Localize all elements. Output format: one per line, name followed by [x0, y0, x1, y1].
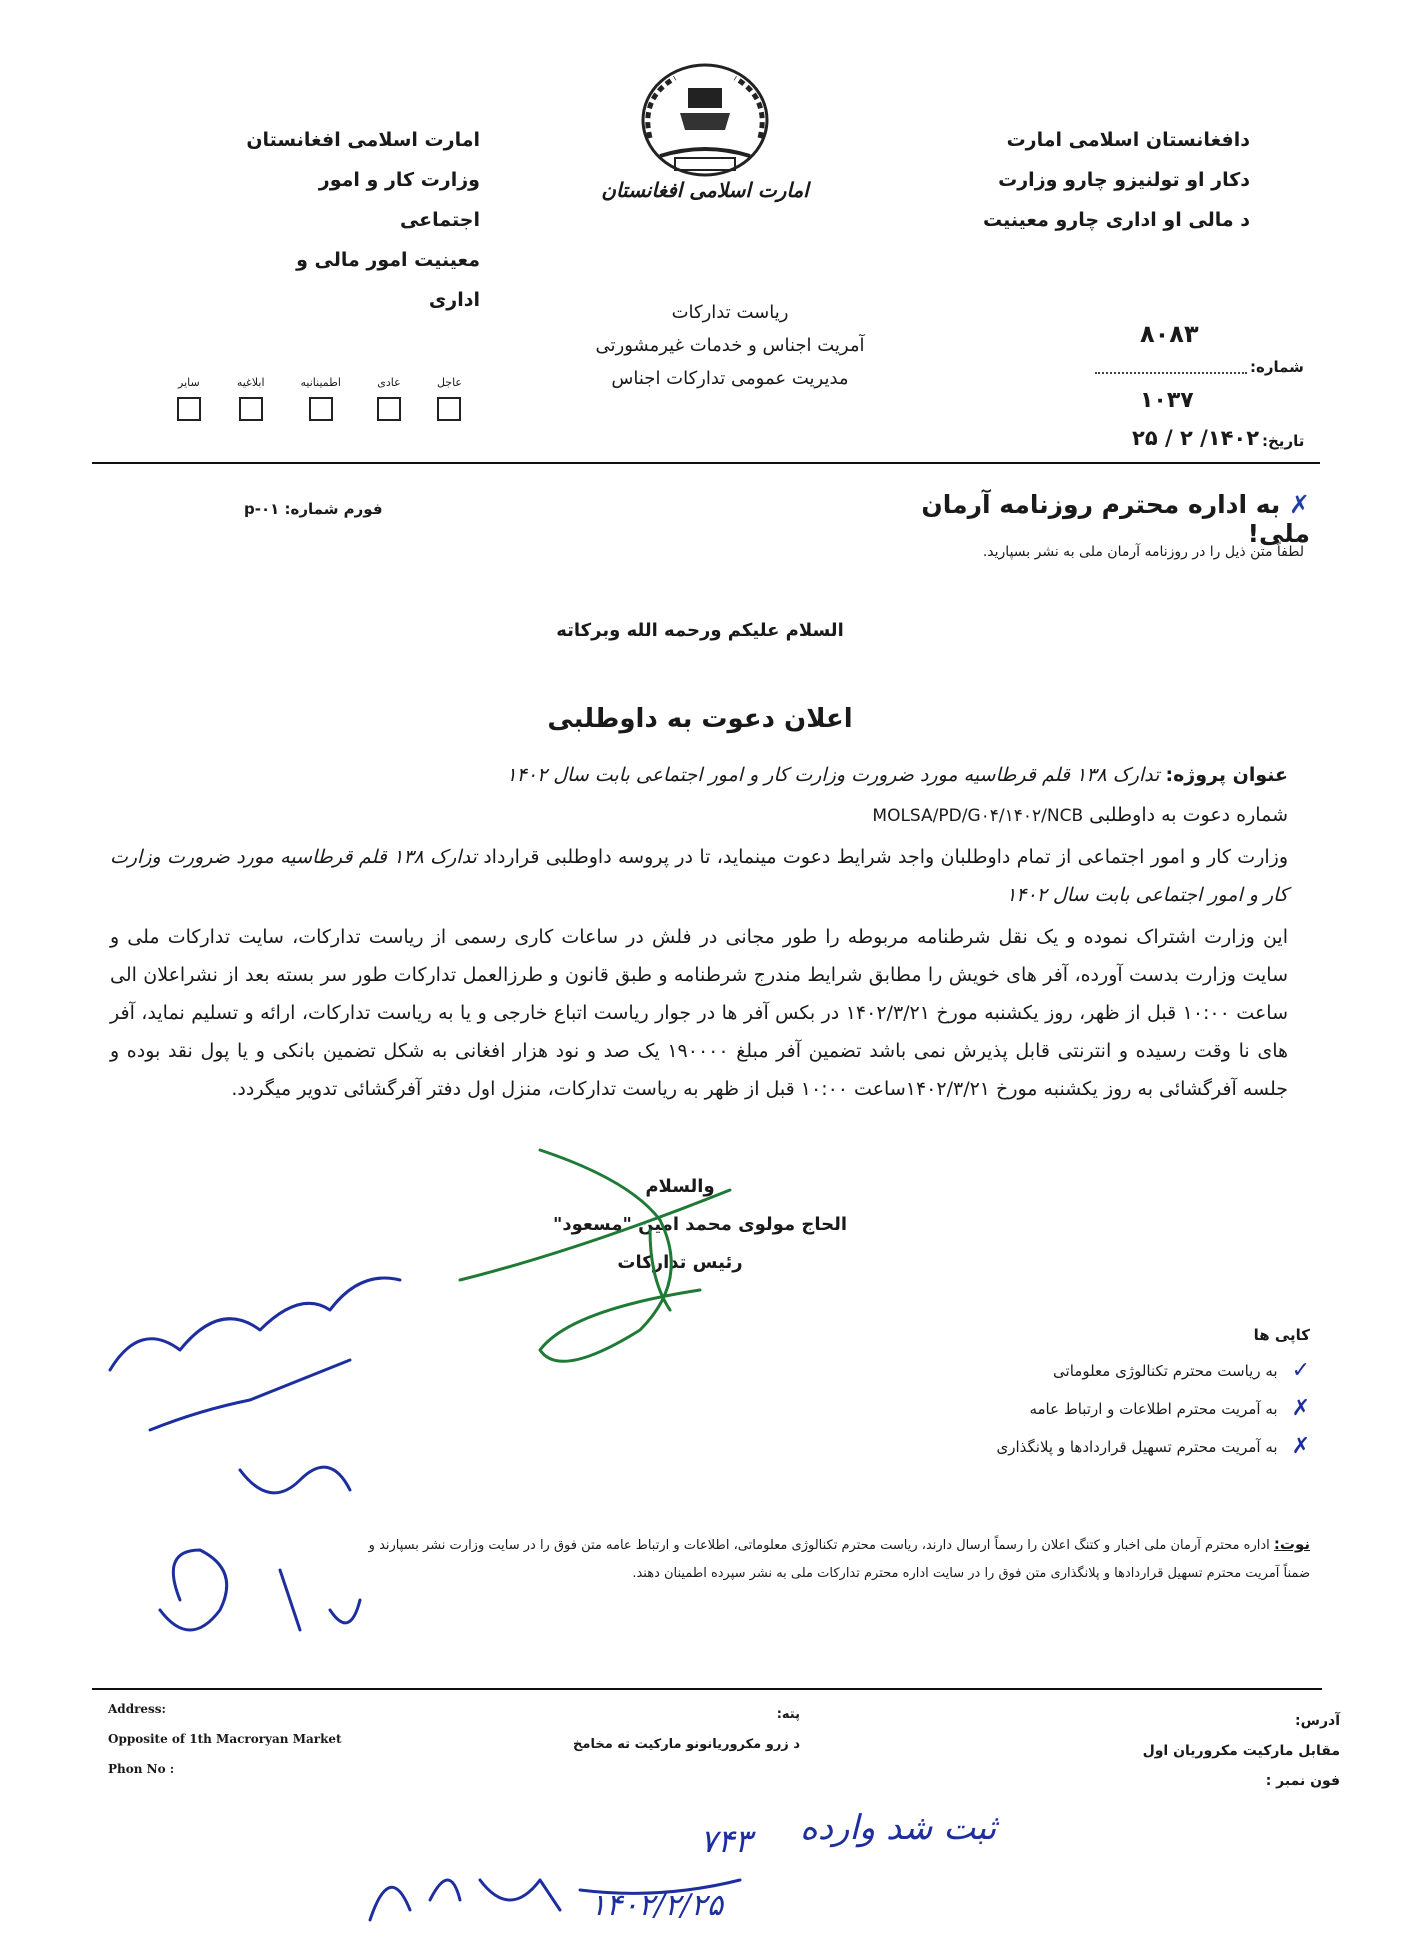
footer-dari-address-label: آدرس: — [1295, 1713, 1340, 1729]
department-line: آمریت اجناس و خدمات غیرمشورتی — [595, 335, 865, 356]
registry-number: ۷۴۳ — [700, 1822, 752, 1860]
header-right-block — [980, 120, 1250, 240]
priority-notification[interactable]: ابلاغیه — [237, 376, 265, 421]
invitation-label: شماره دعوت به داوطلبی — [1089, 804, 1288, 826]
header-right-line: د مالی او اداری چارو معینیت — [983, 209, 1250, 231]
note-line-2: ضمناً آمریت محترم تسهیل قراردادها و پلانگذاری متن فوق را در سایت اداره محترم تدارکات ملی به نشر سپرده اطمینان دهند. — [632, 1566, 1310, 1581]
checkbox[interactable] — [177, 397, 201, 421]
header-divider — [92, 462, 1320, 464]
blue-handwriting — [100, 1210, 420, 1670]
cross-mark-icon: ✗ — [1291, 1396, 1310, 1421]
copies-heading: کاپی ها — [1253, 1326, 1310, 1344]
header-right-line: دافغانستان اسلامی امارت — [1006, 129, 1250, 151]
department-line: مدیریت عمومی تدارکات اجناس — [611, 368, 849, 389]
addressee-sub: لطفاً متن ذیل را در روزنامه آرمان ملی به نشر بسپارید. — [982, 544, 1304, 560]
header-left-line: وزارت کار و امور اجتماعی — [318, 169, 480, 231]
footer-pashto — [540, 1700, 800, 1760]
checkbox[interactable] — [437, 397, 461, 421]
header-right-line: دکار او تولنیزو چارو وزارت — [998, 169, 1250, 191]
list-item: ✗ به آمریت محترم تسهیل قراردادها و پلانگذاری — [900, 1428, 1310, 1466]
footer-pashto-value: د زرو مکروریانونو مارکیت ته مخامخ — [573, 1737, 800, 1752]
priority-checkboxes — [142, 376, 462, 421]
greeting: السلام علیکم ورحمه الله وبرکاته — [556, 620, 844, 641]
priority-urgent[interactable]: عاجل — [437, 376, 462, 421]
header-left-line: امارت اسلامی افغانستان — [246, 129, 480, 151]
invitation-row — [110, 796, 1288, 835]
footer-divider — [92, 1688, 1322, 1690]
footer-dari-address-value: مقابل مارکیت مکروریان اول — [1142, 1743, 1340, 1759]
paragraph-2: این وزارت اشتراک نموده و یک نقل شرطنامه مربوطه را طور مجانی در فلش در ساعات کاری رسمی از ریاست تدارکات، سایت تدارکات ملی و سایت وزارت بدست آورده، آفر های خویش را مطابق شرایط مندرج شرطنامه و طبق قانون و طرزالعمل تدارکات طور سر بسته بعد از نشراعلان الی ساعت ۱۰:۰۰ قبل از ظهر، روز یکشنبه مورخ ۱۴۰۲/۳/۲۱ در بکس آفر ها در جوار ریاست اتباع خارجی و یا به ریاست تدارکات، ارائه و تسلیم نماید، آفر های نا وقت رسیده و انترنتی قابل پذیرش نمی باشد تضمین آفر مبلغ ۱۹۰۰۰۰ یک صد و نود هزار افغانی به شکل تضمین بانکی و یا پول نقد بوده و جلسه آفرگشائی به روز یکشنبه مورخ ۱۴۰۲/۳/۲۱ساعت ۱۰:۰۰ قبل از ظهر به ریاست تدارکات، منزل اول دفتر آفرگشائی تدویر میگردد. — [110, 926, 1288, 1100]
priority-other[interactable]: سایر — [177, 376, 201, 421]
project-row — [110, 756, 1288, 794]
registry-note: ثبت شد وارده — [800, 1808, 997, 1848]
project-label: عنوان پروژه: — [1165, 764, 1288, 786]
announcement-title: اعلان دعوت به داوطلبی — [547, 704, 853, 734]
check-mark-icon: ✓ — [1291, 1358, 1310, 1383]
cross-mark-icon: ✗ — [1291, 1434, 1310, 1459]
letter-number-handwritten: ۸۰۸۳ — [1140, 320, 1199, 348]
form-number: فورم شماره: ۰۱-p — [244, 500, 383, 518]
addressee: ✗ به اداره محترم روزنامه آرمان ملی! — [921, 490, 1310, 548]
copies-list — [900, 1352, 1310, 1466]
priority-assurance[interactable]: اطمینانیه — [301, 376, 341, 421]
date-value: ۱۴۰۲/ ۲ / ۲۵ — [1132, 426, 1260, 450]
header-left-line: معینیت امور مالی و اداری — [296, 249, 480, 311]
department-line: ریاست تدارکات — [671, 302, 789, 323]
closing: والسلام — [645, 1176, 715, 1197]
footer-pashto-label: پته: — [776, 1707, 800, 1722]
number-dotted-line — [1095, 372, 1247, 374]
registry-scribble — [360, 1840, 780, 1940]
cross-mark-icon: ✗ — [1289, 490, 1310, 519]
paragraph-1: وزارت کار و امور اجتماعی از تمام داوطلبان واجد شرایط دعوت مینماید، تا در پروسه داوطلبی قرارداد تدارک ۱۳۸ قلم قرطاسیه مورد ضرورت وزارت کار و امور اجتماعی بابت سال ۱۴۰۲ — [110, 846, 1288, 906]
invitation-value: MOLSA/PD/G۰۴/۱۴۰۲/NCB — [872, 806, 1084, 826]
footer-english — [108, 1694, 408, 1784]
footer-dari-phone-label: فون نمبر : — [1265, 1773, 1340, 1789]
checkbox[interactable] — [239, 397, 263, 421]
project-value: تدارک ۱۳۸ قلم قرطاسیه مورد ضرورت وزارت کار و امور اجتماعی بابت سال ۱۴۰۲ — [506, 764, 1160, 786]
footer-address-label: Address: — [108, 1702, 166, 1716]
letter-number2-handwritten: ۱۰۳۷ — [1140, 388, 1194, 413]
note — [140, 1530, 1310, 1588]
list-item: ✓ به ریاست محترم تکنالوژی معلوماتی — [900, 1352, 1310, 1390]
footer-dari — [1090, 1706, 1340, 1796]
department-block — [570, 296, 890, 395]
registry-date: ۱۴۰۲/۲/۲۵ — [590, 1888, 724, 1923]
signatory-title: رئیس تدارکات — [617, 1252, 743, 1273]
footer-phone-label: Phon No : — [108, 1762, 175, 1776]
date-label: تاریخ: — [1262, 432, 1305, 450]
signatory-name: الحاج مولوی محمد امین "مسعود" — [552, 1214, 847, 1235]
footer-address-value: Opposite of 1th Macroryan Market — [108, 1732, 342, 1746]
list-item: ✗ به آمریت محترم اطلاعات و ارتباط عامه — [900, 1390, 1310, 1428]
emblem-caption: امارت اسلامی افغانستان — [601, 178, 809, 202]
checkbox[interactable] — [309, 397, 333, 421]
green-signature — [400, 1130, 820, 1370]
header-left-block — [240, 120, 480, 320]
priority-normal[interactable]: عادی — [377, 376, 401, 421]
note-line-1: نوت: اداره محترم آرمان ملی اخبار و کتنگ اعلان را رسماً ارسال دارند، ریاست محترم تکنالوژی معلوماتی، اطلاعات و ارتباط عامه متن فوق را در سایت وزارت نشر بسپارند و — [368, 1535, 1310, 1553]
checkbox[interactable] — [377, 397, 401, 421]
note-label: نوت: — [1273, 1535, 1310, 1553]
number-label: شماره: — [1250, 358, 1304, 376]
